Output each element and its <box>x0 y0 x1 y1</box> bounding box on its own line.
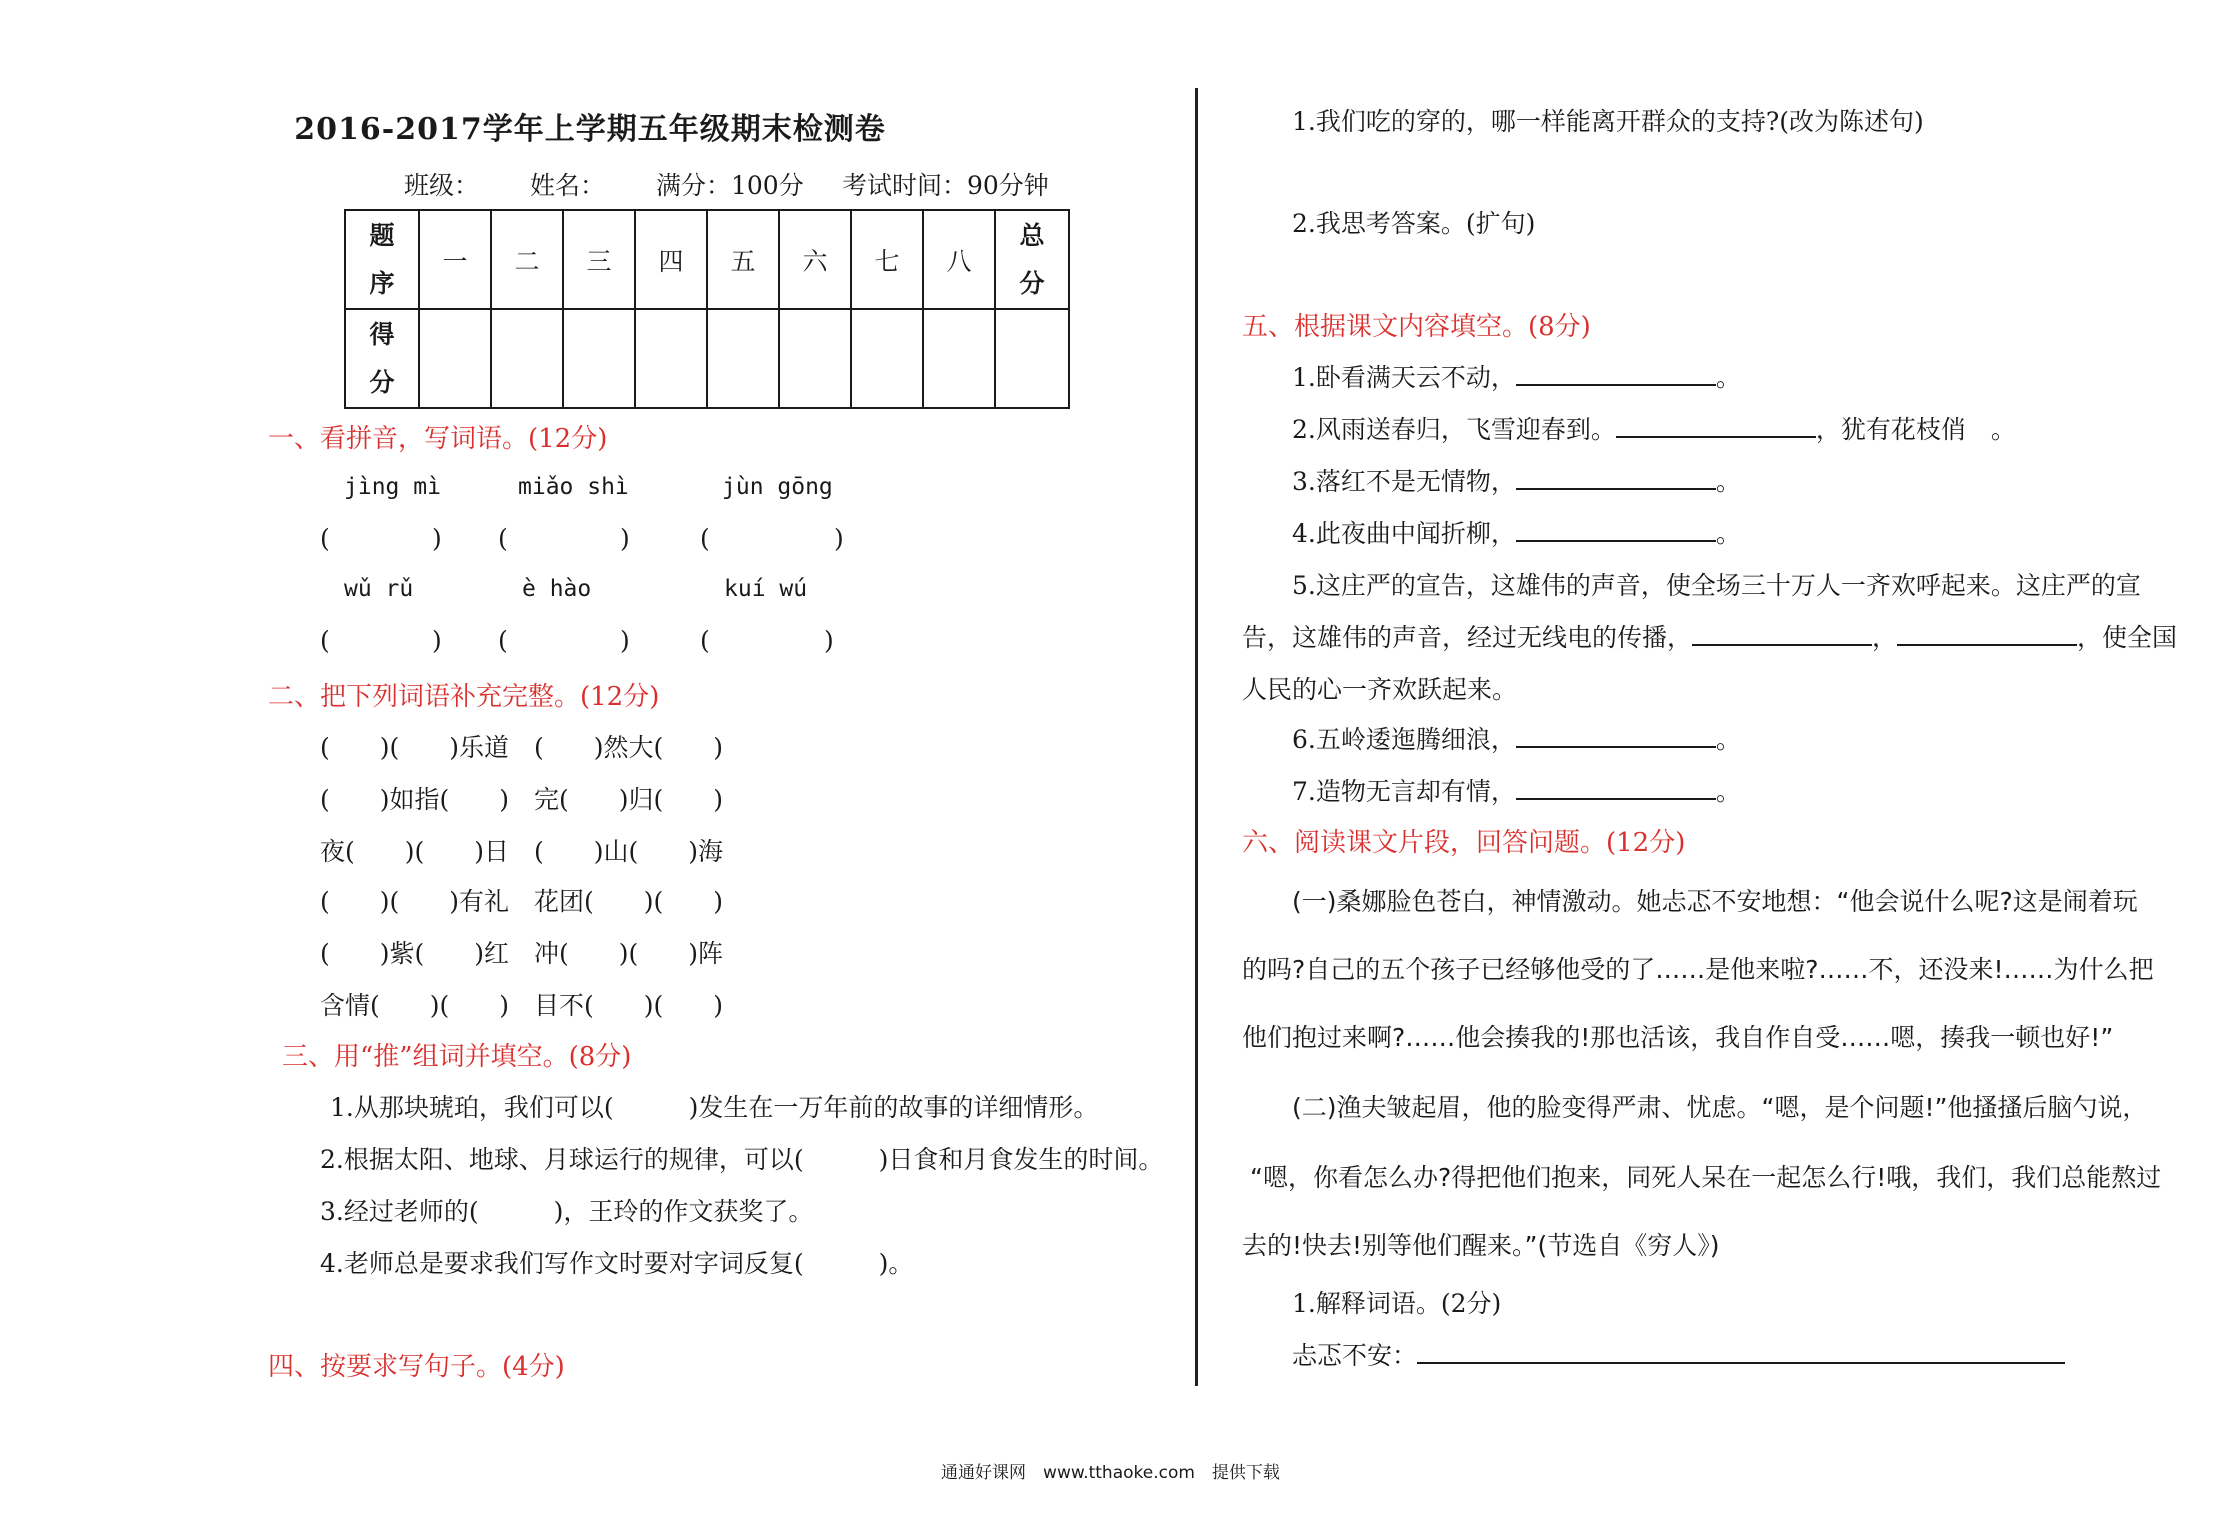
text-suffix: ，使全国 <box>2077 623 2178 652</box>
answer-paren-open: ( <box>320 524 330 553</box>
answer-blank[interactable] <box>1516 722 1716 748</box>
vocab-question <box>1292 1336 2065 1372</box>
answer-paren-close: ) <box>620 524 630 553</box>
poem-question-4 <box>1292 514 1741 550</box>
idiom-line-6: 含情( )( ) 目不( )( ) <box>320 991 724 1020</box>
answer-paren-open: ( <box>320 626 330 655</box>
score-col-1: 一 <box>419 210 491 309</box>
poem-question-2 <box>1292 410 2016 446</box>
text-prompt: 告，这雄伟的声音，经过无线电的传播， <box>1242 623 1693 652</box>
text-question-5-line-3: 人民的心一齐欢跃起来。 <box>1242 675 1518 704</box>
pinyin-3: jùn gōng <box>722 474 833 500</box>
poem-question-3 <box>1292 462 1741 498</box>
section1-heading: 一、看拼音，写词语。(12分) <box>268 424 608 454</box>
poem-question-1 <box>1292 358 1741 394</box>
page-title: 2016-2017学年上学期五年级期末检测卷 <box>294 112 886 147</box>
score-table <box>344 209 1070 409</box>
answer-paren-close: ) <box>432 626 442 655</box>
answer-blank[interactable] <box>1516 774 1716 800</box>
answer-blank[interactable] <box>1616 412 1816 438</box>
answer-paren-open: ( <box>700 626 710 655</box>
passage2-line-3: 去的!快去!别等他们醒来。”(节选自《穷人》) <box>1242 1231 1720 1260</box>
section3-question-4: 4.老师总是要求我们写作文时要对字词反复( )。 <box>320 1249 914 1278</box>
period: 。 <box>1715 467 1741 496</box>
score-cell-6[interactable] <box>779 309 851 408</box>
section3-question-1: 1.从那块琥珀，我们可以( )发生在一万年前的故事的详细情形。 <box>330 1093 1099 1122</box>
score-cell-total[interactable] <box>995 309 1069 408</box>
pinyin-4: wǔ rǔ <box>344 576 414 602</box>
exam-time-label: 考试时间：90分钟 <box>842 171 1049 200</box>
section2-heading: 二、把下列词语补充完整。(12分) <box>268 682 660 712</box>
comma: ， <box>1872 623 1898 652</box>
section4-heading: 四、按要求写句子。(4分) <box>268 1352 565 1382</box>
column-divider <box>1195 88 1198 1386</box>
poem-prompt: 1.卧看满天云不动， <box>1292 363 1516 392</box>
answer-blank[interactable] <box>1516 360 1716 386</box>
score-table-score-row <box>345 309 1069 408</box>
score-row-head <box>345 309 419 408</box>
poem-suffix: ，犹有花枝俏 。 <box>1815 415 2016 444</box>
answer-blank[interactable] <box>1417 1338 2065 1364</box>
score-col-6: 六 <box>779 210 851 309</box>
section3-heading: 三、用“推”组词并填空。(8分) <box>282 1042 632 1072</box>
class-label: 班级： <box>404 171 480 200</box>
total-head-char-1: 总 <box>1019 220 1045 250</box>
poem-prompt: 7.造物无言却有情， <box>1292 777 1516 806</box>
score-cell-4[interactable] <box>635 309 707 408</box>
idiom-line-4: ( )( )有礼 花团( )( ) <box>320 887 724 916</box>
pinyin-1: jìng mì <box>344 474 441 500</box>
period: 。 <box>1715 363 1741 392</box>
answer-blank[interactable] <box>1516 516 1716 542</box>
passage1-line-2: 的吗?自己的五个孩子已经够他受的了……是他来啦?……不，还没来!……为什么把 <box>1242 955 2154 984</box>
section4-question-2: 2.我思考答案。(扩句) <box>1292 209 1536 238</box>
name-label: 姓名： <box>530 171 606 200</box>
score-col-7: 七 <box>851 210 923 309</box>
page-footer: 通通好课网 www.tthaoke.com 提供下载 <box>941 1463 1280 1483</box>
idiom-line-2: ( )如指( ) 完( )归( ) <box>320 785 724 814</box>
answer-paren-close: ) <box>432 524 442 553</box>
section4-question-1: 1.我们吃的穿的，哪一样能离开群众的支持?(改为陈述句) <box>1292 107 1924 136</box>
section6-heading: 六、阅读课文片段，回答问题。(12分) <box>1242 828 1686 858</box>
full-score-label: 满分：100分 <box>656 171 804 200</box>
passage2-line-1: (二)渔夫皱起眉，他的脸变得严肃、忧虑。“嗯，是个问题!”他搔搔后脑勺说， <box>1292 1093 2148 1122</box>
answer-blank[interactable] <box>1516 464 1716 490</box>
poem-prompt: 2.风雨送春归，飞雪迎春到。 <box>1292 415 1616 444</box>
answer-paren-close: ) <box>620 626 630 655</box>
score-cell-3[interactable] <box>563 309 635 408</box>
pinyin-6: kuí wú <box>724 576 808 602</box>
section6-question-1: 1.解释词语。(2分) <box>1292 1289 1502 1318</box>
answer-blank[interactable] <box>1897 620 2077 646</box>
total-head-char-2: 分 <box>1019 268 1045 298</box>
row-head-char-2: 序 <box>369 268 395 298</box>
score-cell-7[interactable] <box>851 309 923 408</box>
score-col-4: 四 <box>635 210 707 309</box>
section3-question-2: 2.根据太阳、地球、月球运行的规律，可以( )日食和月食发生的时间。 <box>320 1145 1164 1174</box>
vocab-term: 忐忑不安： <box>1292 1341 1418 1370</box>
period: 。 <box>1715 725 1741 754</box>
score-col-total <box>995 210 1069 309</box>
score-cell-8[interactable] <box>923 309 995 408</box>
passage1-line-1: (一)桑娜脸色苍白，神情激动。她忐忑不安地想：“他会说什么呢?这是闹着玩 <box>1292 887 2138 916</box>
score-cell-1[interactable] <box>419 309 491 408</box>
score-col-5: 五 <box>707 210 779 309</box>
pinyin-2: miǎo shì <box>518 474 629 500</box>
score-table-row-head <box>345 210 419 309</box>
idiom-line-1: ( )( )乐道 ( )然大( ) <box>320 733 724 762</box>
pinyin-5: è hào <box>522 576 592 602</box>
idiom-line-5: ( )紫( )红 冲( )( )阵 <box>320 939 724 968</box>
poem-question-7 <box>1292 772 1741 808</box>
passage1-line-3: 他们抱过来啊?……他会揍我的!那也活该，我自作自受……嗯，揍我一顿也好!” <box>1242 1023 2114 1052</box>
answer-paren-close: ) <box>834 524 844 553</box>
score-col-3: 三 <box>563 210 635 309</box>
score-col-8: 八 <box>923 210 995 309</box>
section3-question-3: 3.经过老师的( )，王玲的作文获奖了。 <box>320 1197 814 1226</box>
score-table-header-row <box>345 210 1069 309</box>
period: 。 <box>1715 777 1741 806</box>
answer-paren-open: ( <box>498 626 508 655</box>
passage2-line-2: “嗯，你看怎么办?得把他们抱来，同死人呆在一起怎么行!哦，我们，我们总能熬过 <box>1250 1163 2162 1192</box>
score-head-char-2: 分 <box>369 367 395 397</box>
text-question-5-line-1: 5.这庄严的宣告，这雄伟的声音，使全场三十万人一齐欢呼起来。这庄严的宣 <box>1292 571 2141 600</box>
poem-question-6 <box>1292 720 1741 756</box>
period: 。 <box>1715 519 1741 548</box>
row-head-char-1: 题 <box>369 220 395 250</box>
poem-prompt: 4.此夜曲中闻折柳， <box>1292 519 1516 548</box>
poem-prompt: 6.五岭逶迤腾细浪， <box>1292 725 1516 754</box>
text-question-5-line-2 <box>1242 618 2177 654</box>
answer-paren-open: ( <box>700 524 710 553</box>
score-head-char-1: 得 <box>369 319 395 349</box>
score-cell-2[interactable] <box>491 309 563 408</box>
answer-paren-close: ) <box>824 626 834 655</box>
score-col-2: 二 <box>491 210 563 309</box>
poem-prompt: 3.落红不是无情物， <box>1292 467 1516 496</box>
idiom-line-3: 夜( )( )日 ( )山( )海 <box>320 837 724 866</box>
score-cell-5[interactable] <box>707 309 779 408</box>
section5-heading: 五、根据课文内容填空。(8分) <box>1242 312 1591 342</box>
answer-paren-open: ( <box>498 524 508 553</box>
answer-blank[interactable] <box>1692 620 1872 646</box>
